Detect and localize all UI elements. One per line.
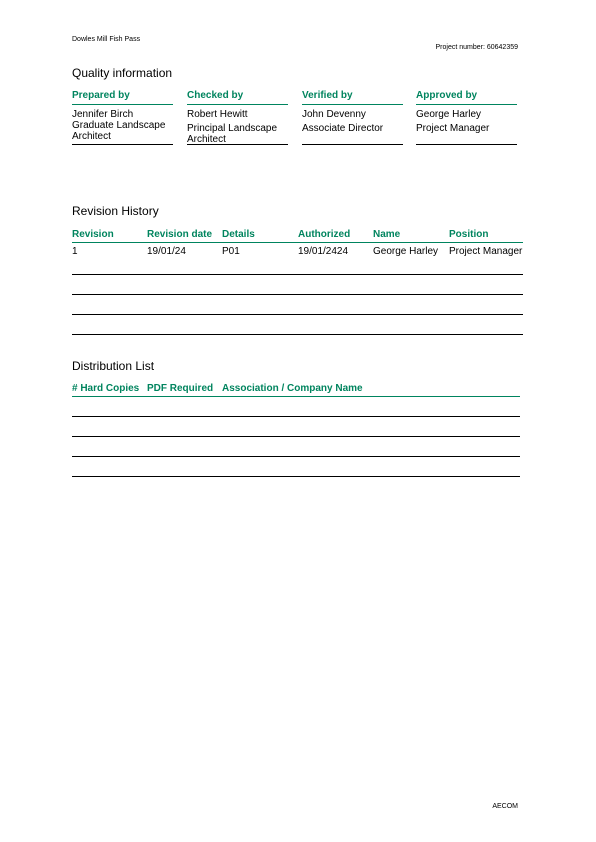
table-row [72,457,520,477]
revision-cell: 1 [72,243,147,275]
project-number: Project number: 60642359 [435,44,518,51]
column-header: Revision [72,226,147,243]
prepared-by-heading: Prepared by [72,89,173,105]
verified-by-heading: Verified by [302,89,403,105]
table-row [72,275,523,295]
column-header: Association / Company Name [222,380,520,397]
column-header: Name [373,226,449,243]
verified-by-name: John Devenny [302,109,366,120]
revision-history-table [72,226,523,335]
quality-information-title: Quality information [72,66,173,80]
table-row [72,437,520,457]
table-row [72,295,523,315]
column-header: Details [222,226,298,243]
name-cell: George Harley [373,243,449,275]
authorized-cell: 19/01/2424 [298,243,373,275]
checked-by-name: Robert Hewitt [187,109,248,120]
verified-by-role: Associate Director [302,123,384,134]
approved-by-name: George Harley [416,109,482,120]
approved-by-heading: Approved by [416,89,517,105]
table-row [72,417,520,437]
column-header: Revision date [147,226,222,243]
company-name-footer: AECOM [492,803,518,810]
distribution-list-table [72,380,520,477]
column-header: Authorized [298,226,373,243]
table-row [72,243,523,275]
prepared-by-name: Jennifer Birch [72,109,134,120]
checked-by-heading: Checked by [187,89,288,105]
approved-by-column [416,89,517,145]
checked-by-role: Principal Landscape Architect [187,123,278,145]
table-header-row [72,380,520,397]
table-row [72,315,523,335]
prepared-by-column [72,89,173,145]
table-row [72,397,520,417]
approved-by-role: Project Manager [416,123,490,134]
verified-by-column [302,89,403,145]
column-header: # Hard Copies [72,380,147,397]
table-header-row [72,226,523,243]
revision-date-cell: 19/01/24 [147,243,222,275]
checked-by-column [187,89,288,145]
document-title-header: Dowles Mill Fish Pass [72,36,141,43]
column-header: Position [449,226,523,243]
column-header: PDF Required [147,380,222,397]
revision-history-title: Revision History [72,204,159,218]
position-cell: Project Manager [449,243,523,275]
details-cell: P01 [222,243,298,275]
prepared-by-role: Graduate Landscape Architect [72,120,166,142]
distribution-list-title: Distribution List [72,359,155,373]
